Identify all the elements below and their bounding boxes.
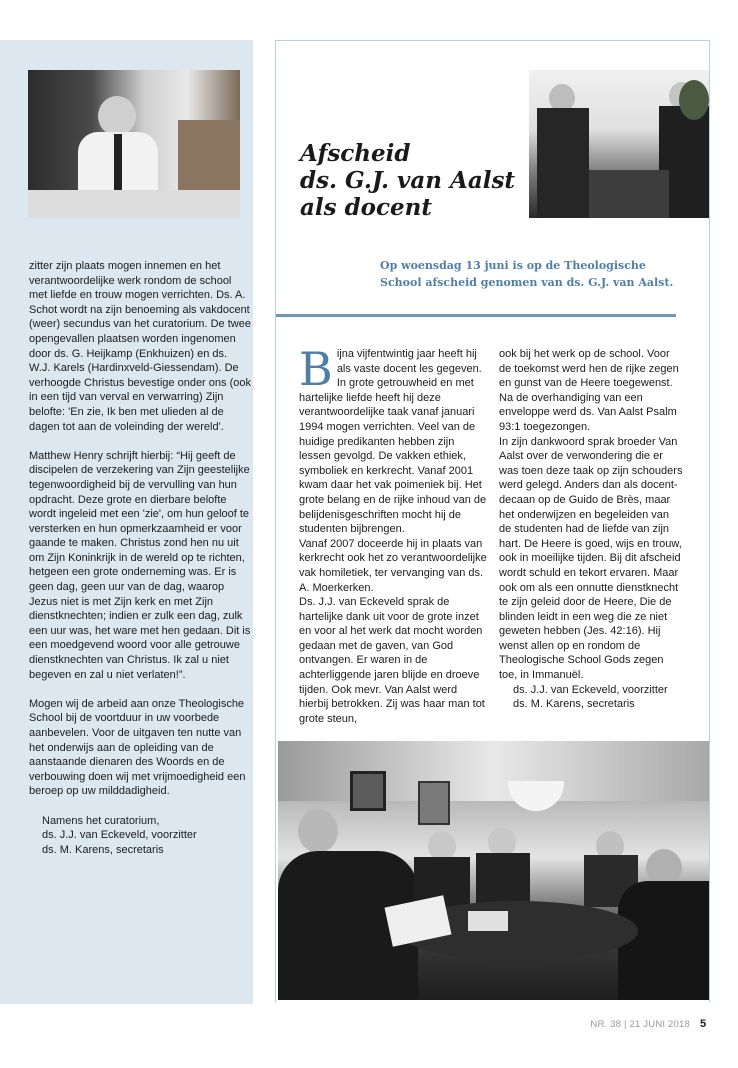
signature-line: ds. M. Karens, secretaris [513,698,635,711]
left-paragraph: Mogen wij de arbeid aan onze Theologische School bij de voortduur in uw voorbede aanbevelen. Voor de uitgaven ten nutte van het onderwijs aan de opleiding van de aanstaande dienaren des Woords en de verbouwing doen wij met vrijmoedigheid een beroep op uw milddadigheid. [29,697,246,798]
signature-line: ds. M. Karens, secretaris [42,843,164,856]
photo-man-at-desk [28,70,240,218]
article-intro: Op woensdag 13 juni is op de Theologische School afscheid genomen van ds. G.J. van Aalst. [380,259,674,289]
title-line: als docent [300,194,433,221]
title-line: ds. G.J. van Aalst [300,167,516,194]
drop-cap: B [299,342,333,396]
photo-meeting-table [278,741,709,1000]
page-number: 5 [700,1018,707,1030]
issue-footer: NR. 38 | 21 JUNI 2018 [590,1019,690,1030]
signature-line: ds. J.J. van Eckeveld, voorzitter [42,829,197,842]
article-column-2 [499,347,684,712]
article-paragraph: ijna vijfentwintig jaar heeft hij als vaste docent les gegeven. In grote getrouwheid en met hartelijke liefde heeft hij deze verantwoordelijke taak vanaf januari 1994 mogen verrichten. Veel van de huidige predikanten hebben zijn lessen gevolgd. De vakken ethiek, symboliek en kerkrecht. Vanaf 2001 kwam daar het vak poimeniek bij. Het grote belang en de rijke inhoud van de belijdenisgeschriften mocht hij de studenten bijbrengen. [299,348,487,536]
article-title [300,140,525,221]
left-column-text [29,259,251,872]
signature-line: ds. J.J. van Eckeveld, voorzitter [513,683,668,696]
article-paragraph: In zijn dankwoord sprak broeder Van Aalst over de verwondering die er was toen deze taak op zijn schouders werd gelegd. Anders dan als docent-decaan op de Guido de Brès, maar het onderwijzen en begeleiden van de studenten had de liefde van zijn hart. De Heere is goed, wijs en trouw, ook in moeilijke tijden. Bij dit afscheid wordt schuld en tekort ervaren. Maar ook om als een onnutte dienstknecht te zijn geleid door de Heere, Die de blinden leidt in een weg die ze niet geweten hebben (Jes. 42:16). Hij wenst allen op en rondom de Theologische School Gods zegen toe, in Immanuël. [499,435,683,682]
article-paragraph: Ds. J.J. van Eckeveld sprak de hartelijke dank uit voor de grote inzet en voor al het werk dat mocht worden gedaan met de gaven, van God ontvangen. Er waren in de achterliggende jaren blijde en droeve tijden. Ook mevr. Van Aalst werd hierbij betrokken. Zij was haar man tot grote steun, [299,596,485,725]
article-column-1 [299,342,487,726]
curatorium-signature [29,814,251,858]
article-signature [499,683,684,712]
left-paragraph: Matthew Henry schrijft hierbij: “Hij geeft de discipelen de verzekering van Zijn geestelijke tegenwoordigheid bij de vervulling van hun opdracht. Deze grote en dierbare belofte wordt ingeleid met een 'zie', om hun geloof te versterken en hun opmerkzaamheid er voor gaande te maken. Christus zond hen nu uit om Zijn Koninkrijk in de wereld op te richten, hetgeen een grote onderneming was. Er is geen dag, geen uur van de dag, waarop Jezus niet is met Zijn kerk en met Zijn dienstknechten; indien er zulk een dag, zulk een uur was, het ware met hen gedaan. Dit is een moedgevend woord voor alle getrouwe dienstknechten van Christus. Ik zal u niet begeven en zal u niet verlaten!”. [29,449,251,681]
article-paragraph: ook bij het werk op de school. Voor de toekomst werd hen de rijke zegen en gunst van de Heere toegewenst. Na de overhandiging van een enveloppe werd ds. Van Aalst Psalm 93:1 toegezongen. [499,348,679,433]
left-paragraph: zitter zijn plaats mogen innemen en het verantwoordelijke werk rondom de school met liefde en trouw mogen verrichten. Ds. A. Schot wordt na zijn benoeming als vakdocent (weer) secundus van het curatorium. De twee opengevallen plaatsen worden ingenomen door ds. G. Heijkamp (Enkhuizen) en ds. W.J. Karels (Hardinxveld-Giessendam). De verhoogde Christus bevestige onder ons (ook in een tijd van verval en verwarring) Zijn belofte: 'En zie, Ik ben met ulieden al de dagen tot aan de voleinding der wereld'. [29,260,251,433]
title-line: Afscheid [300,140,411,167]
signature-line: Namens het curatorium, [42,814,160,827]
article-paragraph: Vanaf 2007 doceerde hij in plaats van kerkrecht ook het zo verantwoordelijke vak homiletiek, ter vervanging van ds. A. Moerkerken. [299,537,487,594]
divider-rule [276,314,676,317]
